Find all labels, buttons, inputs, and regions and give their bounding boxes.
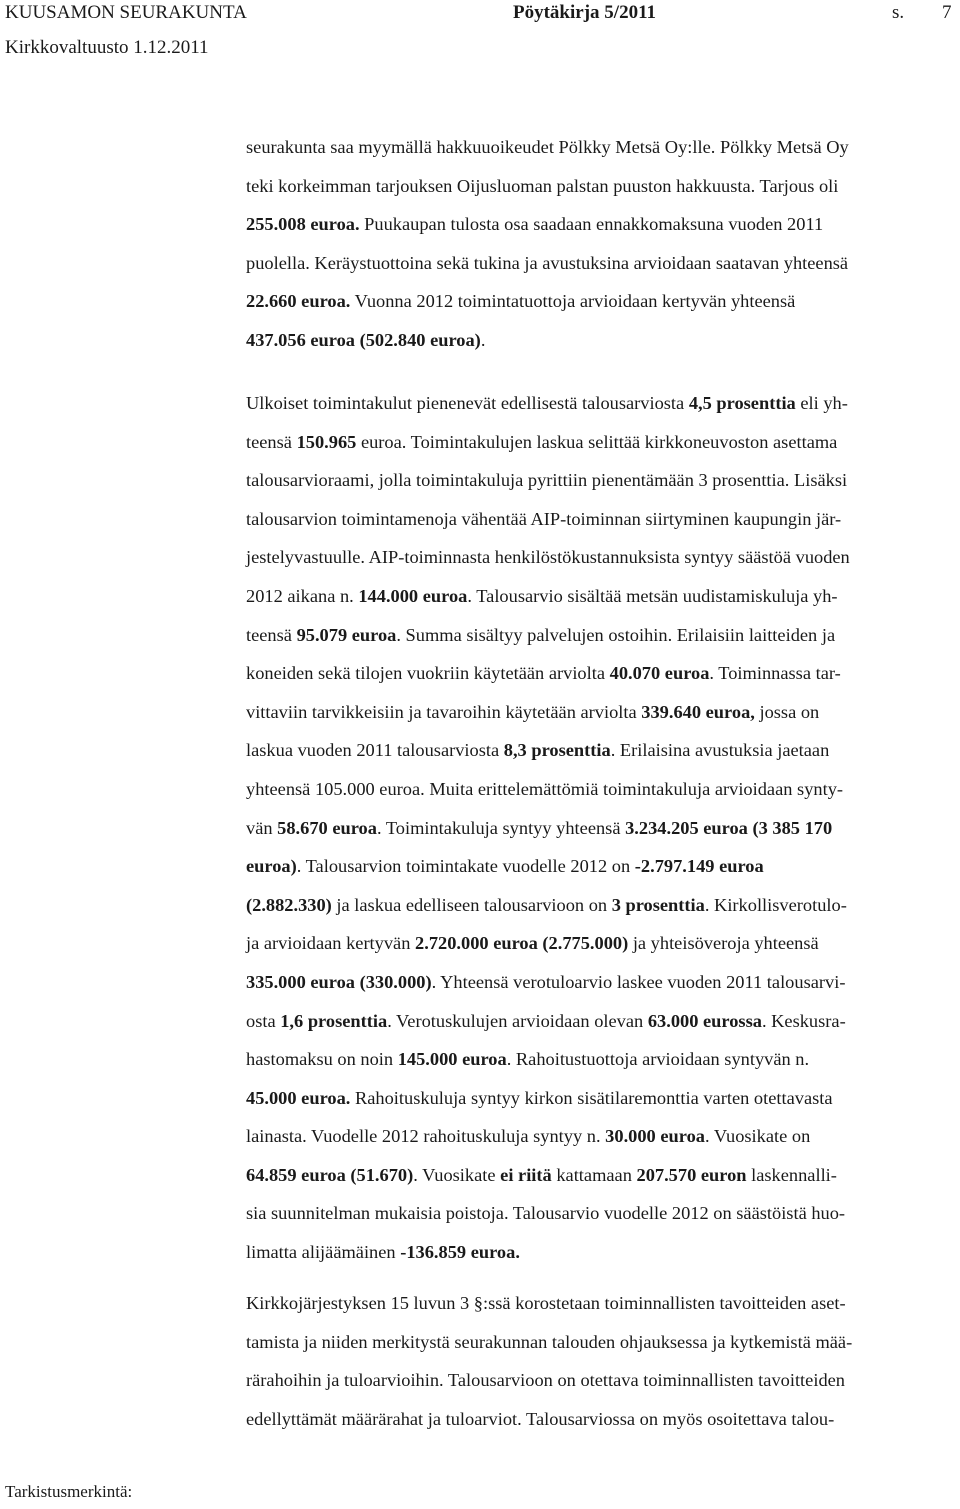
text-run: laskua vuoden 2011 talousarviosta: [246, 740, 504, 761]
bold-text: 64.859 euroa (51.670): [246, 1164, 414, 1185]
text-line: [246, 693, 950, 732]
text-line: [246, 205, 950, 244]
text-run: . Toimintakuluja syntyy yhteensä: [376, 817, 626, 838]
text-line: [246, 1002, 950, 1041]
text-run: talousarvioraami, jolla toimintakuluja pyrittiin pienentämään 3 prosenttia. Lisäksi: [246, 470, 848, 491]
bold-text: 3 prosenttia: [611, 894, 705, 915]
text-run: teensä: [246, 431, 297, 452]
text-run: Ulkoiset toimintakulut pienenevät edellisestä talousarviosta: [246, 393, 689, 413]
bold-text: 22.660 euroa.: [246, 291, 351, 312]
paragraph-1: [246, 128, 950, 360]
bold-text: 30.000 euroa: [605, 1126, 705, 1147]
bold-text: 437.056 euroa (502.840 euroa): [246, 329, 481, 350]
bold-text: 144.000 euroa: [358, 585, 468, 606]
text-line: [246, 321, 950, 360]
text-run: ja yhteisöveroja yhteensä: [628, 933, 819, 954]
text-run: seurakunta saa myymällä hakkuuoikeudet Pölkky Metsä Oy:lle. Pölkky Metsä Oy: [246, 137, 849, 157]
text-run: . Talousarvio sisältää metsän uudistamiskuluja yh-: [467, 585, 838, 606]
text-line: [246, 847, 950, 886]
bold-text: 4,5 prosenttia: [688, 393, 796, 413]
paragraph-3: [246, 1284, 950, 1438]
text-line: [246, 1284, 950, 1323]
text-run: osta: [246, 1010, 281, 1031]
organization-name: KUUSAMON SEURAKUNTA: [5, 2, 247, 23]
text-run: kattamaan: [551, 1164, 637, 1185]
text-run: . Erilaisina avustuksia jaetaan: [610, 740, 830, 761]
text-line: [246, 1079, 950, 1118]
text-run: koneiden sekä tilojen vuokriin käytetään arviolta: [246, 663, 610, 684]
text-run: jossa on: [754, 701, 820, 722]
text-line: [246, 731, 950, 770]
text-run: ja arvioidaan kertyvän: [246, 933, 416, 954]
text-run: .: [480, 329, 486, 350]
text-run: limatta alijäämäinen: [246, 1242, 401, 1263]
text-line: [246, 1117, 950, 1156]
footer-check-label: Tarkistusmerkintä:: [5, 1482, 133, 1501]
text-run: 2012 aikana n.: [246, 585, 359, 606]
bold-text: 3.234.205 euroa (3 385 170: [625, 817, 833, 838]
bold-text: 150.965: [296, 431, 357, 452]
text-run: edellyttämät määrärahat ja tuloarviot. Talousarviossa on myös osoitettava talou-: [246, 1408, 835, 1429]
text-run: eli yh-: [795, 393, 848, 413]
text-run: jestelyvastuulle. AIP-toiminnasta henkilöstökustannuksista syntyy säästöä vuoden: [246, 547, 850, 568]
text-run: yhteensä 105.000 euroa. Muita erittelemättömiä toimintakuluja arvioidaan synty-: [246, 778, 844, 799]
text-run: . Toiminnassa tar-: [709, 663, 841, 684]
bold-text: -136.859 euroa.: [400, 1242, 520, 1263]
paragraph-2: [246, 384, 950, 1272]
bold-text: 45.000 euroa.: [246, 1087, 351, 1108]
bold-text: (2.882.330): [246, 894, 332, 915]
text-run: laskennalli-: [746, 1164, 837, 1185]
text-line: [246, 500, 950, 539]
text-run: Vuonna 2012 toimintatuottoja arvioidaan kertyvän yhteensä: [350, 291, 796, 312]
text-run: . Verotuskulujen arvioidaan olevan: [387, 1010, 648, 1031]
bold-text: 1,6 prosenttia: [280, 1010, 388, 1031]
text-run: rärahoihin ja tuloarvioihin. Talousarvioon on otettava toiminnallisten tavoitteiden: [246, 1370, 845, 1391]
text-run: . Summa sisältyy palvelujen ostoihin. Erilaisiin laitteiden ja: [396, 624, 836, 645]
text-run: . Keskusra-: [761, 1010, 846, 1031]
text-line: [246, 128, 950, 167]
text-line: [246, 1323, 950, 1362]
text-line: [246, 1400, 950, 1439]
bold-text: 95.079 euroa: [296, 624, 397, 645]
text-line: [246, 809, 950, 848]
text-run: puolella. Keräystuottoina sekä tukina ja avustuksina arvioidaan saatavan yhteensä: [246, 252, 849, 273]
text-run: . Talousarvion toimintakate vuodelle 2012 on: [296, 856, 635, 877]
bold-text: 63.000 eurossa: [647, 1010, 762, 1031]
text-line: [246, 1040, 950, 1079]
page-label: s.: [892, 2, 905, 23]
bold-text: -2.797.149 euroa: [634, 856, 764, 877]
text-run: vittaviin tarvikkeisiin ja tavaroihin käytetään arviolta: [246, 701, 642, 722]
text-line: [246, 577, 950, 616]
bold-text: 335.000 euroa (330.000): [246, 971, 432, 992]
text-run: Rahoituskuluja syntyy kirkon sisätilaremonttia varten otettavasta: [350, 1087, 833, 1108]
text-line: [246, 1233, 950, 1272]
page-number: 7: [942, 2, 952, 23]
text-run: . Vuosikate on: [704, 1126, 811, 1147]
text-run: Puukaupan tulosta osa saadaan ennakkomaksuna vuoden 2011: [359, 214, 824, 235]
bold-text: 339.640 euroa,: [641, 701, 755, 722]
text-line: [246, 384, 950, 423]
text-run: hastomaksu on noin: [246, 1049, 398, 1070]
text-run: vän: [246, 817, 278, 838]
text-run: sia suunnitelman mukaisia poistoja. Talousarvio vuodelle 2012 on säästöistä huo-: [246, 1203, 846, 1224]
text-run: talousarvion toimintamenoja vähentää AIP-toiminnan siirtyminen kaupungin jär-: [246, 508, 842, 529]
text-line: [246, 1361, 950, 1400]
text-line: [246, 282, 950, 321]
text-line: [246, 770, 950, 809]
text-run: euroa. Toimintakulujen laskua selittää kirkkoneuvoston asettama: [356, 431, 838, 452]
text-line: [246, 616, 950, 655]
bold-text: 2.720.000 euroa (2.775.000): [415, 933, 629, 954]
text-run: teensä: [246, 624, 297, 645]
text-line: [246, 538, 950, 577]
text-line: [246, 244, 950, 283]
text-run: lainasta. Vuodelle 2012 rahoituskuluja syntyy n.: [246, 1126, 606, 1147]
text-run: . Kirkollisverotulo-: [704, 894, 847, 915]
bold-text: 255.008 euroa.: [246, 214, 360, 235]
text-line: [246, 461, 950, 500]
bold-text: 145.000 euroa: [397, 1049, 507, 1070]
document-title: Pöytäkirja 5/2011: [513, 2, 657, 23]
text-line: [246, 167, 950, 206]
text-run: . Yhteensä verotuloarvio laskee vuoden 2011 talousarvi-: [431, 971, 846, 992]
bold-text: 207.570 euron: [636, 1164, 747, 1185]
text-line: [246, 924, 950, 963]
text-line: [246, 963, 950, 1002]
text-line: [246, 1156, 950, 1195]
text-run: . Vuosikate: [413, 1164, 501, 1185]
text-run: teki korkeimman tarjouksen Oijusluoman palstan puuston hakkuusta. Tarjous oli: [246, 175, 839, 196]
text-run: Kirkkojärjestyksen 15 luvun 3 §:ssä korostetaan toiminnallisten tavoitteiden aset-: [246, 1293, 846, 1313]
meeting-date: Kirkkovaltuusto 1.12.2011: [5, 37, 209, 58]
text-run: . Rahoitustuottoja arvioidaan syntyvän n.: [506, 1049, 810, 1070]
text-run: tamista ja niiden merkitystä seurakunnan talouden ohjauksessa ja kytkemistä mää-: [246, 1331, 853, 1352]
bold-text: ei riitä: [500, 1164, 552, 1185]
bold-text: euroa): [246, 856, 297, 877]
bold-text: 8,3 prosenttia: [503, 740, 611, 761]
text-run: ja laskua edelliseen talousarvioon on: [331, 894, 612, 915]
text-line: [246, 1194, 950, 1233]
bold-text: 58.670 euroa: [277, 817, 377, 838]
text-line: [246, 886, 950, 925]
bold-text: 40.070 euroa: [609, 663, 710, 684]
text-line: [246, 423, 950, 462]
text-line: [246, 654, 950, 693]
